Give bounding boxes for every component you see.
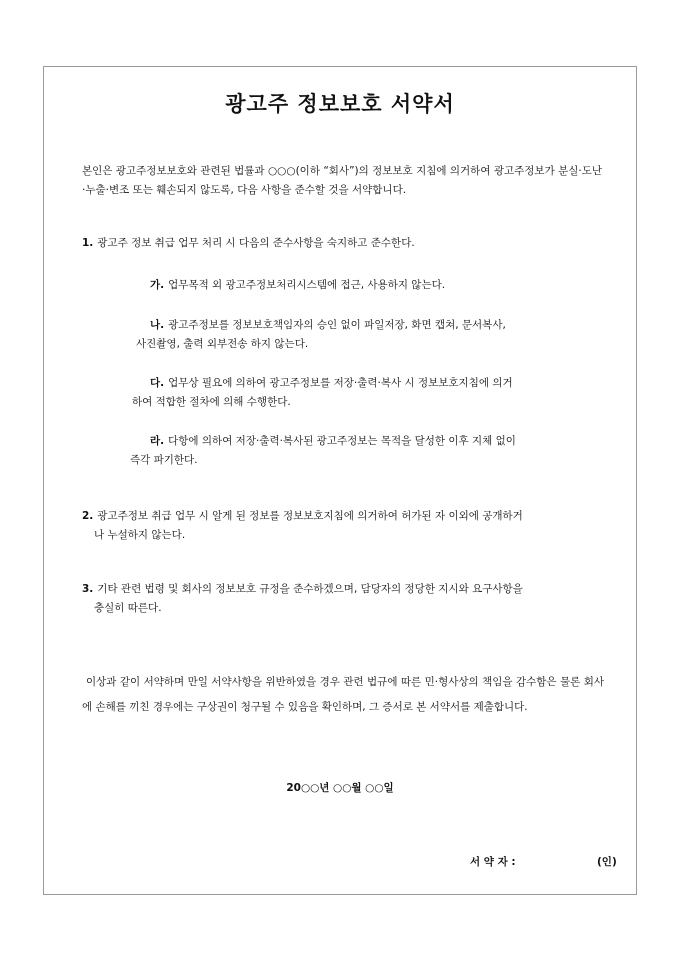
subclause-ga-mark: 가. bbox=[150, 279, 165, 291]
subclause-ga-text: 업무목적 외 광고주정보처리시스템에 접근, 사용하지 않는다. bbox=[168, 279, 446, 291]
document-title: 광고주 정보보호 서약서 bbox=[225, 92, 455, 116]
clause-1-number: 1. bbox=[82, 237, 94, 249]
seal-mark: (인) bbox=[597, 856, 617, 868]
subclause-ra-line1: 다항에 의하여 저장·출력·복사된 광고주정보는 목적을 달성한 이후 지체 없이 bbox=[168, 435, 516, 447]
clause-3-line2: 충실히 따른다. bbox=[94, 602, 162, 614]
subclause-na-line2: 사진촬영, 출력 외부전송 하지 않는다. bbox=[136, 338, 309, 350]
clause-2-line1: 광고주정보 취급 업무 시 알게 된 정보를 정보보호지침에 의거하여 허가된 자 이외에 공개하거 bbox=[97, 510, 523, 522]
clause-3-number: 3. bbox=[82, 583, 94, 595]
subclause-na bbox=[150, 316, 506, 335]
clause-3 bbox=[82, 580, 604, 618]
signer-label: 서 약 자 : bbox=[470, 856, 516, 868]
subclause-ra-line2: 즉각 파기한다. bbox=[130, 454, 198, 466]
signing-date: 20○○년 ○○월 ○○일 bbox=[286, 782, 394, 794]
subclause-da-mark: 다. bbox=[150, 377, 165, 389]
subclause-na-line1: 광고주정보를 정보보호책임자의 승인 없이 파일저장, 화면 캡쳐, 문서복사, bbox=[168, 319, 506, 331]
clause-2-number: 2. bbox=[82, 510, 94, 522]
subclause-na-mark: 나. bbox=[150, 319, 165, 331]
clause-2-line2: 나 누설하지 않는다. bbox=[94, 529, 186, 541]
subclause-ga bbox=[150, 276, 445, 295]
closing-paragraph: 이상과 같이 서약하며 만일 서약사항을 위반하였을 경우 관련 법규에 따른 민·형사상의 책임을 감수함은 물론 회사에 손해를 끼친 경우에는 구상권이 청구될 수 있음을 확인하며, 그 증서로 본 서약서를 제출합니다. bbox=[82, 676, 604, 713]
subclause-da-line2: 하여 적합한 절차에 의해 수행한다. bbox=[132, 396, 291, 408]
subclause-ra-mark: 라. bbox=[150, 435, 165, 447]
intro-paragraph: 본인은 광고주정보보호와 관련된 법률과 ○○○(이하 “회사”)의 정보보호 지침에 의거하여 광고주정보가 분실·도난·누출·변조 또는 훼손되지 않도록, 다음 사항을 준수할 것을 서약합니다. bbox=[82, 165, 602, 196]
subclause-da-line1: 업무상 필요에 의하여 광고주정보를 저장·출력·복사 시 정보보호지침에 의거 bbox=[168, 377, 513, 389]
subclause-ra bbox=[150, 432, 516, 451]
clause-1 bbox=[82, 234, 604, 253]
clause-3-line1: 기타 관련 법령 및 회사의 정보보호 규정을 준수하겠으며, 담당자의 정당한 지시와 요구사항을 bbox=[97, 583, 523, 595]
clause-1-text: 광고주 정보 취급 업무 처리 시 다음의 준수사항을 숙지하고 준수한다. bbox=[97, 237, 415, 249]
clause-2 bbox=[82, 507, 604, 545]
subclause-da bbox=[150, 374, 513, 393]
